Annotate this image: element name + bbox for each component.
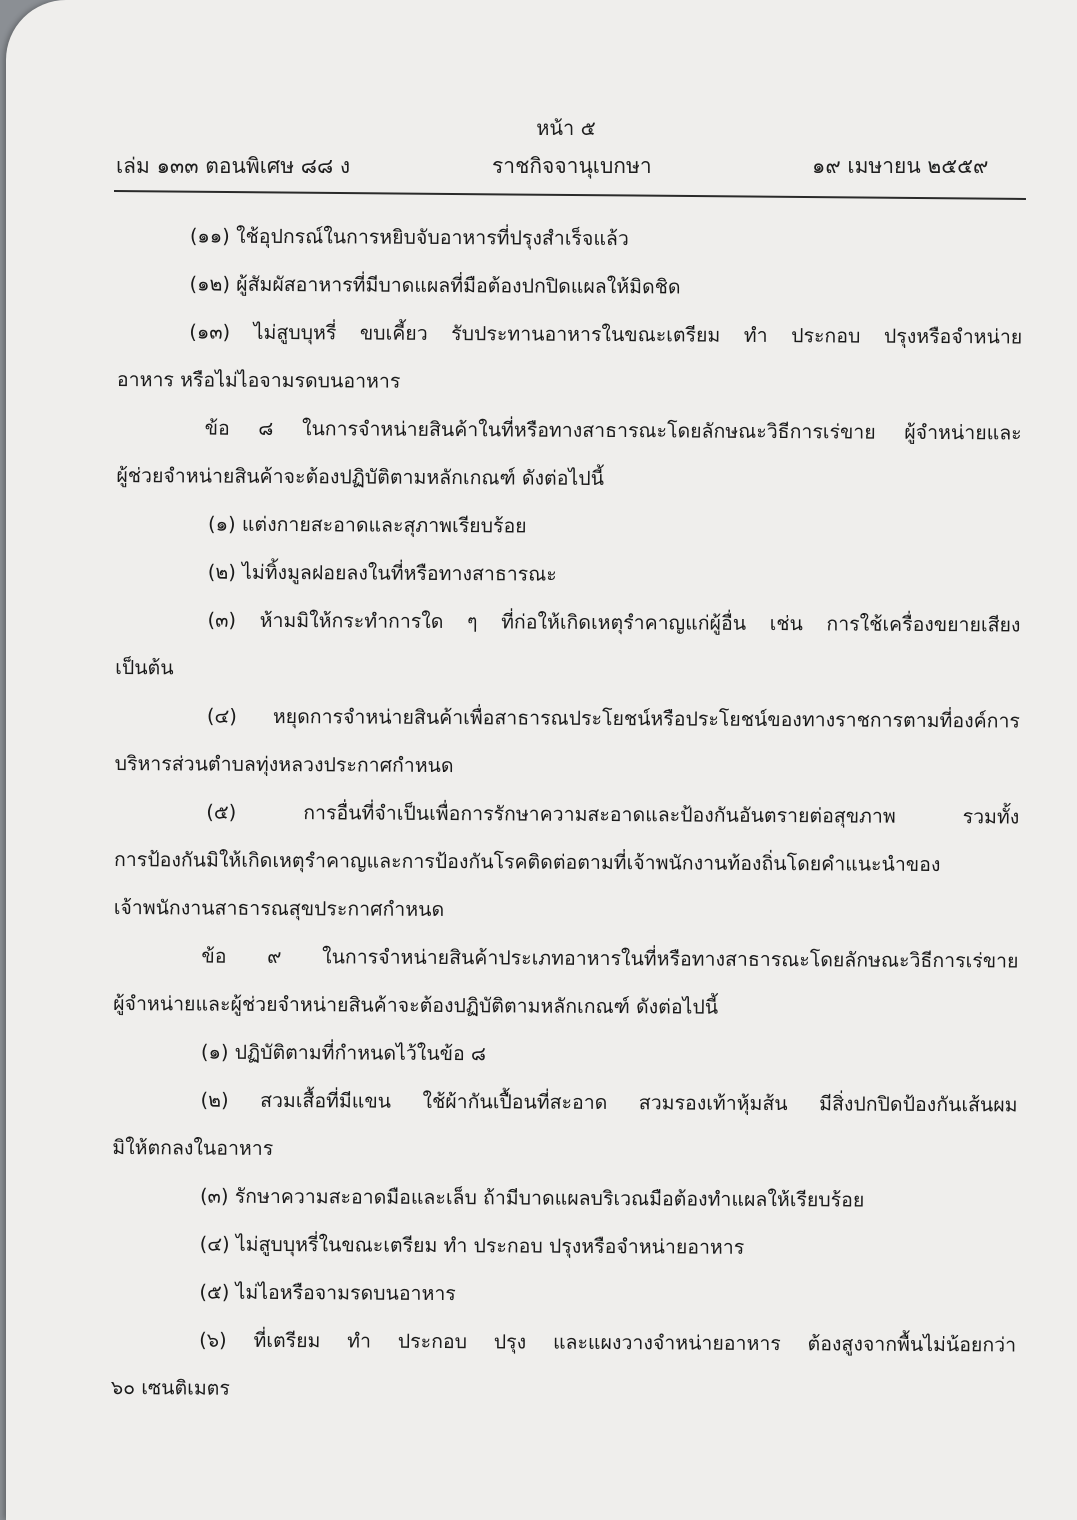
clause-8-5-line3: เจ้าพนักงานสาธารณสุขประกาศกำหนด [113,895,445,922]
clause-9-1: (๑) ปฏิบัติตามที่กำหนดไว้ในข้อ ๘ [200,1040,487,1066]
article-9-line2: ผู้จำหน่ายและผู้ช่วยจำหน่ายสินค้าจะต้องปฏิบัติตามหลักเกณฑ์ ดังต่อไปนี้ [113,991,719,1019]
clause-8-3-line2: เป็นต้น [115,655,174,680]
clause-7-11: (๑๑) ใช้อุปกรณ์ในการหยิบจับอาหารที่ปรุงสำเร็จแล้ว [189,224,629,251]
publication-date: ๑๙ เมษายน ๒๕๕๙ [812,154,989,178]
volume-info: เล่ม ๑๓๓ ตอนพิเศษ ๘๘ ง [116,154,351,178]
clause-9-6-line1: (๖) ที่เตรียม ทำ ประกอบ ปรุง และแผงวางจำหน่ายอาหาร ต้องสูงจากพื้นไม่น้อยกว่า [199,1328,1017,1357]
publication-name: ราชกิจจานุเบกษา [492,154,652,178]
document-page [6,0,1077,1520]
clause-9-6-line2: ๖๐ เซนติเมตร [110,1375,230,1400]
clause-9-4: (๔) ไม่สูบบุหรี่ในขณะเตรียม ทำ ประกอบ ปรุงหรือจำหน่ายอาหาร [199,1232,745,1259]
clause-8-1: (๑) แต่งกายสะอาดและสุภาพเรียบร้อย [208,512,527,538]
article-8-line2: ผู้ช่วยจำหน่ายสินค้าจะต้องปฏิบัติตามหลักเกณฑ์ ดังต่อไปนี้ [116,463,605,490]
clause-9-2-line2: มิให้ตกลงในอาหาร [112,1135,274,1160]
clause-8-4-line1: (๔) หยุดการจำหน่ายสินค้าเพื่อสาธารณประโยชน์หรือประโยชน์ของทางราชการตามที่องค์การ [206,704,1020,733]
clause-9-5: (๕) ไม่ไอหรือจามรดบนอาหาร [199,1280,456,1306]
clause-8-4-line2: บริหารส่วนตำบลทุ่งหลวงประกาศกำหนด [114,751,454,778]
article-9-line1: ข้อ ๙ ในการจำหน่ายสินค้าประเภทอาหารในที่หรือทางสาธารณะโดยลักษณะวิธีการเร่ขาย [201,944,1019,973]
clause-7-13-line1: (๑๓) ไม่สูบบุหรี่ ขบเคี้ยว รับประทานอาหารในขณะเตรียม ทำ ประกอบ ปรุงหรือจำหน่าย [189,320,1023,349]
document-body [111,212,1023,1418]
clause-7-12: (๑๒) ผู้สัมผัสอาหารที่มีบาดแผลที่มือต้องปกปิดแผลให้มิดชิด [189,272,681,299]
clause-8-5-line1: (๕) การอื่นที่จำเป็นเพื่อการรักษาความสะอาดและป้องกันอันตรายต่อสุขภาพ รวมทั้ง [206,800,1020,829]
header-rule [114,190,1026,200]
clause-7-13-line2: อาหาร หรือไม่ไอจามรดบนอาหาร [116,367,401,393]
page-number: หน้า ๕ [536,116,596,140]
clause-9-3: (๓) รักษาความสะอาดมือและเล็บ ถ้ามีบาดแผลบริเวณมือต้องทำแผลให้เรียบร้อย [199,1184,865,1212]
article-8-line1: ข้อ ๘ ในการจำหน่ายสินค้าในที่หรือทางสาธารณะโดยลักษณะวิธีการเร่ขาย ผู้จำหน่ายและ [204,416,1022,445]
clause-8-2: (๒) ไม่ทิ้งมูลฝอยลงในที่หรือทางสาธารณะ [207,560,557,586]
clause-8-5-line2: การป้องกันมิให้เกิดเหตุรำคาญและการป้องกันโรคติดต่อตามที่เจ้าพนักงานท้องถิ่นโดยคำแนะนำของ [113,847,941,877]
clause-8-3-line1: (๓) ห้ามมิให้กระทำการใด ๆ ที่ก่อให้เกิดเหตุรำคาญแก่ผู้อื่น เช่น การใช้เครื่องขยายเสียง [207,608,1021,637]
clause-9-2-line1: (๒) สวมเสื้อที่มีแขน ใช้ผ้ากันเปื้อนที่สะอาด สวมรองเท้าหุ้มส้น มีสิ่งปกปิดป้องกันเส้นผม [200,1088,1018,1117]
